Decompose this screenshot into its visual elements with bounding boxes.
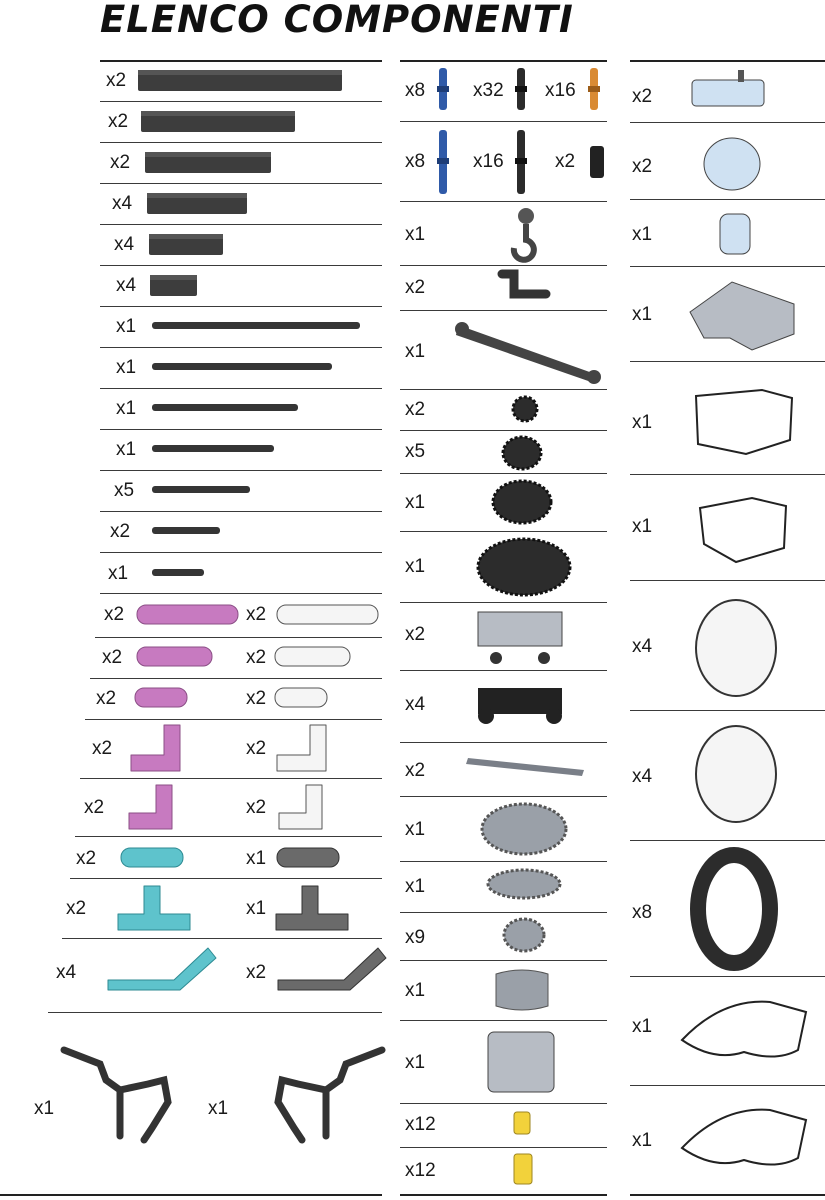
divider (400, 1147, 607, 1148)
gray-gear-large-icon (478, 800, 570, 858)
quantity-label: x2 (104, 604, 125, 625)
quantity-label: x5 (114, 480, 135, 501)
divider (630, 60, 825, 62)
quantity-label: x8 (632, 902, 653, 923)
divider (70, 878, 382, 879)
gray-axle-icon (464, 752, 588, 780)
quantity-label: x2 (405, 399, 426, 420)
quantity-label: x2 (84, 797, 105, 818)
quantity-label: x2 (106, 70, 127, 91)
quantity-label: x8 (405, 80, 426, 101)
gray-gear-medium-icon (484, 866, 564, 902)
divider (630, 199, 825, 200)
teal-liftarm-icon (120, 846, 186, 870)
divider (100, 593, 382, 594)
divider (400, 796, 607, 797)
divider (0, 1194, 382, 1196)
quantity-label: x8 (405, 151, 426, 172)
divider (95, 637, 382, 638)
quantity-label: x4 (632, 766, 653, 787)
quantity-label: x4 (632, 636, 653, 657)
quantity-label: x1 (208, 1098, 229, 1119)
orange-pin-icon (586, 66, 602, 112)
divider (100, 142, 382, 143)
quantity-label: x2 (246, 688, 267, 709)
divider (400, 1020, 607, 1021)
quantity-label: x1 (632, 224, 653, 245)
gearbox-icon (472, 606, 568, 666)
black-long-pin-icon (513, 128, 529, 196)
quantity-label: x2 (632, 86, 653, 107)
quantity-label: x2 (92, 738, 113, 759)
divider (62, 938, 382, 939)
quantity-label: x1 (108, 563, 129, 584)
divider (80, 778, 382, 779)
divider (630, 976, 825, 977)
pink-l-beam-icon (128, 723, 184, 775)
tire-icon (692, 850, 776, 968)
quantity-label: x1 (116, 439, 137, 460)
pink-liftarm-5-icon (136, 645, 214, 669)
divider (630, 580, 825, 581)
quantity-label: x2 (246, 604, 267, 625)
quantity-label: x2 (96, 688, 117, 709)
divider (630, 840, 825, 841)
quantity-label: x2 (108, 111, 129, 132)
quantity-label: x1 (116, 316, 137, 337)
divider (400, 389, 607, 390)
axle-icon (152, 443, 276, 455)
axle-icon (152, 361, 334, 373)
quantity-label: x4 (56, 962, 77, 983)
beam-9-icon (145, 152, 273, 176)
hook-icon (508, 206, 544, 260)
quantity-label: x1 (632, 1016, 653, 1037)
divider (400, 201, 607, 202)
quantity-label: x16 (545, 80, 576, 101)
quantity-label: x2 (246, 647, 267, 668)
white-l-beam-small-icon (276, 783, 332, 833)
quantity-label: x2 (246, 797, 267, 818)
quantity-label: x32 (473, 80, 504, 101)
quantity-label: x1 (405, 980, 426, 1001)
divider (400, 265, 607, 266)
divider (100, 306, 382, 307)
gray-liftarm-icon (276, 846, 342, 870)
gray-t-beam-icon (272, 884, 352, 934)
teal-t-beam-icon (114, 884, 194, 934)
wheel-rim-alt-icon (690, 722, 782, 826)
quantity-label: x2 (110, 152, 131, 173)
light-cap-icon (716, 208, 756, 258)
beam-15-icon (138, 70, 344, 94)
quantity-label: x2 (405, 624, 426, 645)
quantity-label: x5 (405, 441, 426, 462)
divider (400, 670, 607, 671)
beam-3-icon (150, 275, 200, 299)
divider (400, 1194, 607, 1196)
crank-icon (496, 268, 556, 306)
divider (100, 347, 382, 348)
quantity-label: x1 (632, 1130, 653, 1151)
divider (400, 742, 607, 743)
divider (630, 1194, 825, 1196)
handlebar-right-icon (266, 1040, 386, 1150)
divider (100, 511, 382, 512)
page-title: ELENCO COMPONENTI (100, 0, 574, 41)
divider (400, 1103, 607, 1104)
quantity-label: x2 (246, 962, 267, 983)
gray-bent-liftarm-icon (274, 944, 386, 1002)
quantity-label: x4 (116, 275, 137, 296)
gray-gear-small-icon (500, 914, 548, 956)
divider (100, 265, 382, 266)
white-liftarm-5-icon (274, 645, 352, 669)
gear-housing-icon (478, 1024, 564, 1100)
blue-long-pin-icon (435, 128, 451, 196)
gear-rack-icon (452, 317, 604, 385)
motor-plate-icon (690, 384, 798, 458)
black-pin-icon (513, 66, 529, 112)
quantity-label: x1 (405, 1052, 426, 1073)
beam-5-icon (149, 234, 225, 258)
quantity-label: x1 (246, 848, 267, 869)
body-panel-alt-icon (674, 1100, 814, 1176)
light-round-icon (700, 132, 772, 192)
light-bar-icon (688, 68, 770, 112)
divider (85, 719, 382, 720)
axle-icon (152, 402, 300, 414)
quantity-label: x1 (405, 224, 426, 245)
quantity-label: x4 (405, 694, 426, 715)
body-panel-icon (674, 992, 814, 1068)
quantity-label: x1 (116, 398, 137, 419)
yellow-bush-icon (512, 1110, 532, 1136)
divider (100, 60, 382, 62)
quantity-label: x1 (405, 819, 426, 840)
quantity-label: x1 (632, 304, 653, 325)
beam-11-icon (141, 111, 297, 135)
quantity-label: x4 (114, 234, 135, 255)
handlebar-left-icon (60, 1040, 180, 1150)
beam-7-icon (147, 193, 249, 217)
divider (400, 861, 607, 862)
white-liftarm-7-icon (276, 603, 380, 627)
divider (630, 266, 825, 267)
white-liftarm-3-icon (274, 686, 330, 710)
quantity-label: x16 (473, 151, 504, 172)
quantity-label: x2 (555, 151, 576, 172)
quantity-label: x2 (405, 277, 426, 298)
quantity-label: x1 (632, 412, 653, 433)
divider (100, 388, 382, 389)
quantity-label: x1 (405, 556, 426, 577)
axle-icon (152, 320, 362, 332)
divider (400, 473, 607, 474)
white-l-beam-icon (274, 723, 330, 775)
quantity-label: x1 (116, 357, 137, 378)
yellow-bush-long-icon (512, 1152, 534, 1186)
quantity-label: x1 (405, 341, 426, 362)
divider (400, 602, 607, 603)
divider (100, 101, 382, 102)
axle-icon (152, 525, 222, 537)
divider (75, 836, 382, 837)
quantity-label: x2 (246, 738, 267, 759)
axle-icon (152, 567, 206, 579)
divider (400, 60, 607, 62)
divider (400, 912, 607, 913)
divider (100, 429, 382, 430)
divider (48, 1012, 382, 1013)
divider (400, 121, 607, 122)
quantity-label: x1 (246, 898, 267, 919)
quantity-label: x1 (34, 1098, 55, 1119)
quantity-label: x1 (632, 516, 653, 537)
gear-40-icon (474, 535, 574, 599)
connector-block-icon (472, 678, 568, 728)
divider (400, 430, 607, 431)
quantity-label: x1 (405, 492, 426, 513)
divider (400, 310, 607, 311)
pink-liftarm-3-icon (134, 686, 190, 710)
pink-liftarm-7-icon (136, 603, 240, 627)
bush-icon (588, 144, 606, 180)
blue-pin-icon (435, 66, 451, 112)
quantity-label: x2 (405, 760, 426, 781)
quantity-label: x2 (632, 156, 653, 177)
quantity-label: x2 (110, 521, 131, 542)
divider (400, 531, 607, 532)
axle-icon (152, 484, 252, 496)
teal-bent-liftarm-icon (104, 944, 216, 1002)
divider (100, 470, 382, 471)
divider (630, 474, 825, 475)
worm-gear-icon (490, 964, 554, 1016)
gear-8-icon (510, 394, 540, 424)
divider (630, 1085, 825, 1086)
divider (100, 224, 382, 225)
divider (630, 122, 825, 123)
quantity-label: x2 (76, 848, 97, 869)
quantity-label: x1 (405, 876, 426, 897)
quantity-label: x9 (405, 927, 426, 948)
motor-plate-alt-icon (690, 490, 798, 566)
quantity-label: x2 (66, 898, 87, 919)
quantity-label: x12 (405, 1114, 436, 1135)
divider (100, 552, 382, 553)
divider (630, 361, 825, 362)
wheel-rim-icon (690, 596, 782, 700)
divider (90, 678, 382, 679)
divider (630, 710, 825, 711)
quantity-label: x2 (102, 647, 123, 668)
quantity-label: x12 (405, 1160, 436, 1181)
gear-16-icon (500, 434, 544, 472)
gear-24-icon (490, 477, 554, 527)
divider (400, 960, 607, 961)
pink-l-beam-small-icon (126, 783, 182, 833)
divider (100, 183, 382, 184)
quantity-label: x4 (112, 193, 133, 214)
motor-frame-icon (684, 272, 804, 356)
